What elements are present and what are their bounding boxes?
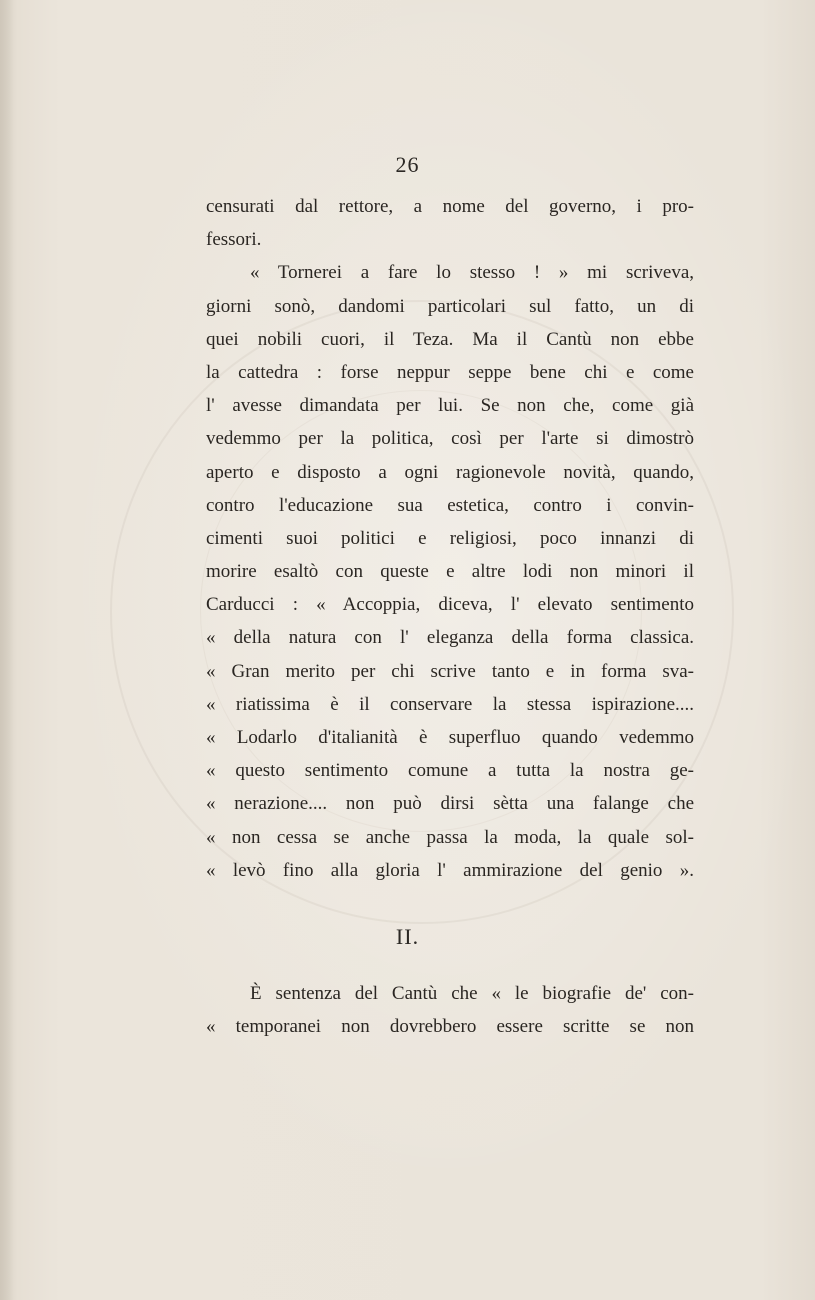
text-line: vedemmo per la politica, così per l'arte si dimostrò xyxy=(206,428,694,450)
text-line: « Lodarlo d'italianità è superfluo quando vedemmo xyxy=(206,727,694,748)
text-line: « temporanei non dovrebbero essere scritte se non xyxy=(206,1016,694,1038)
text-line: fessori. xyxy=(206,229,262,251)
text-line: aperto e disposto a ogni ragionevole novità, quando, xyxy=(206,461,694,483)
text-line: l' avesse dimandata per lui. Se non che, come già xyxy=(206,395,694,417)
text-line: « questo sentimento comune a tutta la nostra ge- xyxy=(206,760,694,782)
text-line: « della natura con l' eleganza della forma classica. xyxy=(206,627,694,649)
page-spine-shadow xyxy=(0,0,14,1300)
text-line: censurati dal rettore, a nome del governo, i pro- xyxy=(206,196,694,217)
text-line: È sentenza del Cantù che « le biografie de' con- xyxy=(250,983,694,1004)
text-line: « non cessa se anche passa la moda, la quale sol- xyxy=(206,826,694,848)
text-line: « nerazione.... non può dirsi sètta una falange che xyxy=(206,793,694,815)
text-line: « riatissima è il conservare la stessa ispirazione.... xyxy=(206,693,694,715)
text-line: la cattedra : forse neppur seppe bene chi e come xyxy=(206,361,694,383)
text-line: « levò fino alla gloria l' ammirazione del genio ». xyxy=(206,859,694,881)
text-line: « Tornerei a fare lo stesso ! » mi scriveva, xyxy=(250,262,694,284)
text-line: morire esaltò con queste e altre lodi non minori il xyxy=(206,561,694,583)
text-line: cimenti suoi politici e religiosi, poco innanzi di xyxy=(206,527,694,549)
text-line: Carducci : « Accoppia, diceva, l' elevato sentimento xyxy=(206,594,694,616)
text-line: « Gran merito per chi scrive tanto e in forma sva- xyxy=(206,660,694,682)
text-line: giorni sonò, dandomi particolari sul fatto, un di xyxy=(206,295,694,317)
second-text-block xyxy=(206,977,694,1043)
section-heading: II. xyxy=(395,924,420,949)
page-number: 26 xyxy=(395,152,420,177)
text-line: quei nobili cuori, il Teza. Ma il Cantù non ebbe xyxy=(206,328,694,350)
main-text-block xyxy=(206,190,694,887)
text-line: contro l'educazione sua estetica, contro i convin- xyxy=(206,494,694,516)
